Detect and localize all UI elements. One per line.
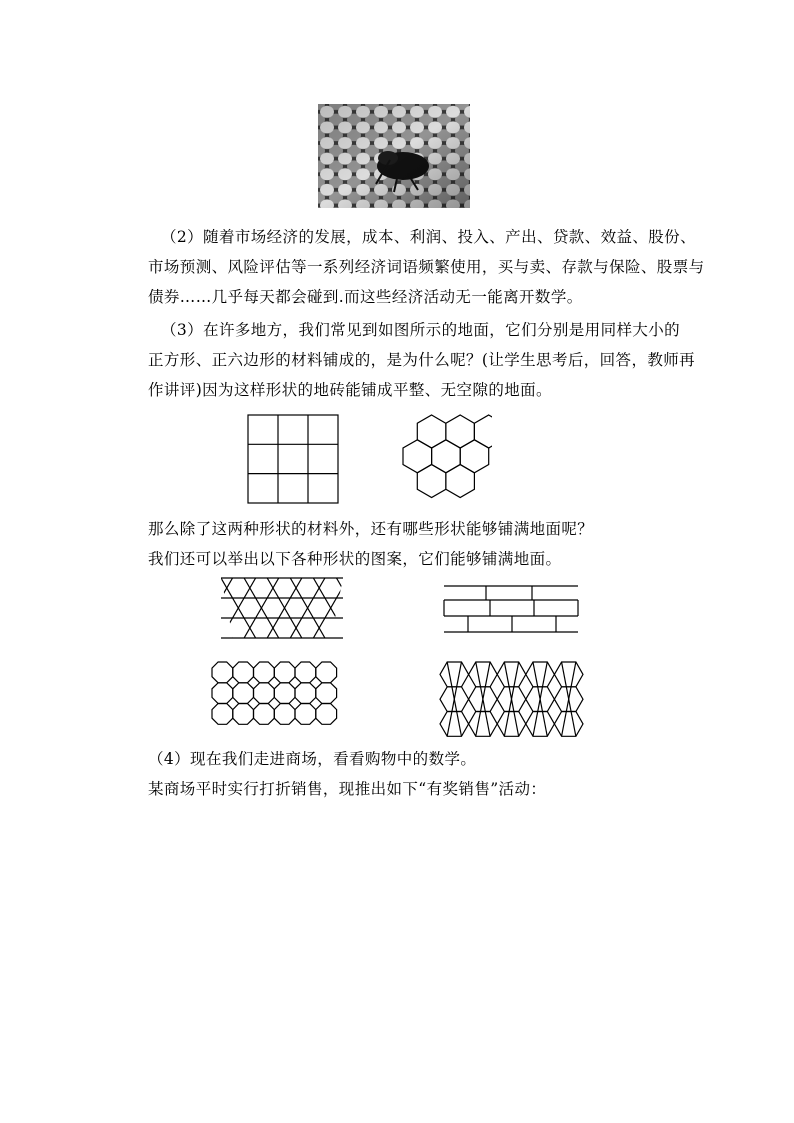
paragraph-5 (148, 774, 648, 804)
octagon-tile (233, 662, 254, 683)
paragraph-2 (148, 222, 705, 312)
hexagon-tiling-figure (402, 414, 492, 508)
brick-tiling-figure (442, 582, 580, 634)
hexagon-tile (440, 712, 469, 737)
octagon-tile (254, 683, 275, 704)
hexagon-triangle-tiling-figure (438, 660, 584, 740)
octagon-tile (233, 683, 254, 704)
answer-shapes-text: 我们还可以举出以下各种形状的图案，它们能够铺满地面。 (148, 550, 562, 568)
hexagon-tile (554, 662, 583, 687)
square-tiling-figure (247, 414, 341, 506)
octagon-tile (254, 704, 275, 725)
octagon-tile (295, 704, 316, 725)
octagon-tile (254, 662, 275, 683)
octagon-tile (212, 704, 233, 725)
paragraph-4 (148, 744, 648, 774)
octagon-tile (316, 704, 337, 725)
hexagon-tile (446, 465, 475, 498)
hexagon-tile (497, 712, 526, 737)
paragraph-5-text: 某商场平时实行打折销售，现推出如下“有奖销售”活动： (148, 780, 547, 798)
question-shapes (148, 514, 648, 544)
hexagon-tile (469, 662, 498, 687)
honeycomb-photo (318, 104, 470, 208)
octagon-tile (274, 662, 295, 683)
octagon-tile (274, 704, 295, 725)
hexagon-tile (474, 415, 492, 448)
octagon-tile (316, 662, 337, 683)
hexagon-tile (403, 440, 432, 473)
triangle-tiling-figure (215, 576, 345, 642)
paragraph-4-text: （4）现在我们走进商场，看看购物中的数学。 (148, 750, 477, 768)
paragraph-2-line-3: 债券……几乎每天都会碰到.而这些经济活动无一能离开数学。 (148, 288, 583, 306)
octagon-tile (295, 662, 316, 683)
hexagon-tile (417, 465, 446, 498)
hexagon-tile (440, 662, 469, 687)
hexagon-tile (526, 662, 555, 687)
hexagon-tile (497, 662, 526, 687)
octagon-tile (295, 683, 316, 704)
octagon-tile (316, 683, 337, 704)
paragraph-2-line-1: （2）随着市场经济的发展，成本、利润、投入、产出、贷款、效益、股份、 (161, 228, 696, 246)
triangle-edge (215, 578, 233, 638)
hexagon-tile (432, 440, 461, 473)
question-shapes-text: 那么除了这两种形状的材料外，还有哪些形状能够铺满地面呢？ (148, 520, 594, 538)
triangle-edge (336, 578, 345, 638)
octagon-tile (233, 704, 254, 725)
hexagon-tile (446, 415, 475, 448)
octagon-tile (274, 683, 295, 704)
octagon-tile (212, 662, 233, 683)
triangle-edge (336, 578, 345, 638)
answer-shapes (148, 544, 648, 574)
paragraph-3-line-2: 正方形、正六边形的材料铺成的，是为什么呢？(让学生思考后，回答，教师再 (148, 351, 696, 369)
octagon-square-tiling-figure (210, 660, 366, 740)
triangle-edge (215, 578, 233, 638)
paragraph-3-line-3: 作讲评)因为这样形状的地砖能铺成平整、无空隙的地面。 (148, 381, 552, 399)
octagon-tile (212, 683, 233, 704)
paragraph-3 (148, 315, 696, 405)
paragraph-3-line-1: （3）在许多地方，我们常见到如图所示的地面，它们分别是用同样大小的 (161, 321, 681, 339)
hexagon-tile (469, 712, 498, 737)
paragraph-2-line-2: 市场预测、风险评估等一系列经济词语频繁使用，买与卖、存款与保险、股票与 (148, 258, 705, 276)
hexagon-tile (554, 712, 583, 737)
hexagon-tile (460, 440, 489, 473)
hexagon-tile (526, 712, 555, 737)
hexagon-tile (417, 415, 446, 448)
